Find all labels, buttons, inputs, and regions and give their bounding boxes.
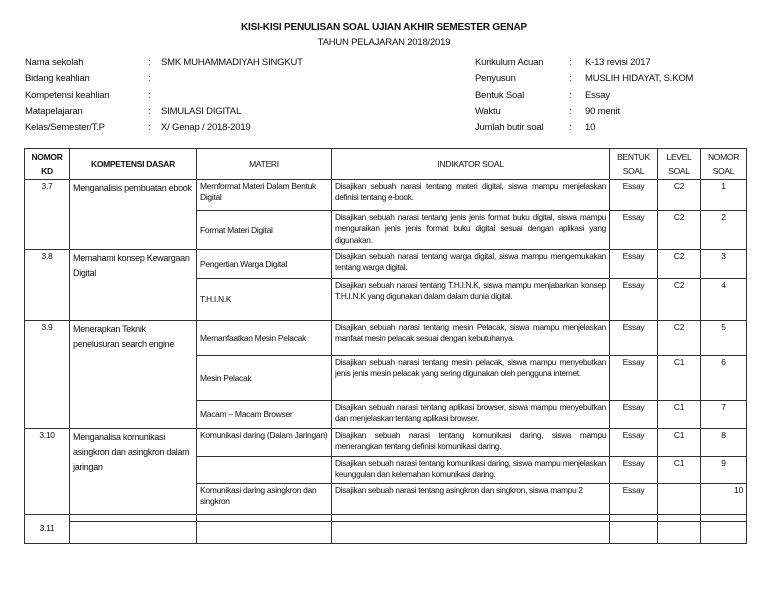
kompetensi-text-empty [70,515,197,522]
header-materi: MATERI [197,149,332,180]
info-colon: : [569,89,572,101]
kd-number: 3.8 [25,250,70,321]
info-value: SIMULASI DIGITAL [161,105,242,117]
info-label: Kompetensi keahlian [25,89,110,101]
kd-number: 3.10 [25,429,70,515]
info-row-competency [25,88,455,104]
indikator-text: Disajikan sebuah narasi tentang komunikasi daring, siswa mampu menerangkan tentang definisi komunikasi daring. [332,429,610,457]
info-value: Essay [585,89,610,101]
info-row-curriculum [475,55,755,71]
exam-info-block [475,55,755,136]
materi-text: T.H.I.N.K [197,279,332,321]
info-row-class [25,120,455,136]
materi-text: Komunikasi daring (Dalam Jaringan) [197,429,332,457]
indikator-text: Disajikan sebuah narasi tentang aplikasi browser, siswa mampu menyebutkan dan menjelaskan tentang aplikasi browser. [332,401,610,429]
header-nomor-soal: NOMOR SOAL [701,149,747,180]
document-title: KISI-KISI PENULISAN SOAL UJIAN AKHIR SEMESTER GENAP [241,22,527,33]
info-label: Matapelajaran [25,105,83,117]
indikator-text: Disajikan sebuah narasi tentang warga digital, siswa mampu mengemukakan tentang warga digital. [332,250,610,279]
nomor-soal-value: 2 [701,211,747,250]
info-row-subject [25,104,455,120]
kd-number: 3.11 [25,522,70,544]
materi-text: Memformat Materi Dalam Bentuk Digital [197,180,332,211]
table-row [25,429,747,457]
info-value: X/ Genap / 2018-2019 [161,122,251,134]
level-soal-value: C2 [658,250,701,279]
kompetensi-text: Memahami konsep Kewargaan Digital [70,250,197,321]
school-info-block [25,55,455,136]
info-row-field [25,71,455,87]
table-row [25,515,747,522]
level-soal-value: C2 [658,211,701,250]
info-value: 90 menit [585,105,620,117]
info-label: Nama sekolah [25,57,84,68]
bentuk-soal-value [610,522,658,544]
materi-text: Mesin Pelacak [197,356,332,401]
header-kompetensi-dasar: KOMPETENSI DASAR [70,149,197,180]
nomor-soal-value [701,522,747,544]
info-colon: : [569,57,572,68]
indikator-text: Disajikan sebuah narasi tentang T.H.I.N.K, siswa mampu menjabarkan konsep T.H.I.N.K yang digunakan dalam dalam dunia digital. [332,279,610,321]
materi-text [197,522,332,544]
info-colon: : [148,73,151,85]
bentuk-soal-value: Essay [610,321,658,356]
kompetensi-text: Menganalisa komunikasi asingkron dan asingkron dalam jaringan [70,429,197,515]
info-label: Kelas/Semester/T.P [25,122,105,134]
materi-text: Macam – Macam Browser [197,401,332,429]
header-nomor-kd: NOMOR KD [25,149,70,180]
level-soal-value [658,484,701,515]
kd-number: 3.7 [25,180,70,250]
info-row-question-count [475,120,755,136]
nomor-soal-value: 7 [701,401,747,429]
table-row [25,250,747,279]
level-soal-value [658,522,701,544]
nomor-soal-value: 9 [701,457,747,484]
info-colon: : [569,73,572,85]
info-label: Waktu [475,105,501,117]
nomor-soal-empty [701,515,747,522]
info-row-time [475,104,755,120]
bentuk-soal-value: Essay [610,484,658,515]
document-subtitle: TAHUN PELAJARAN 2018/2019 [317,37,451,48]
indikator-text-empty [332,515,610,522]
table-header-row [25,149,747,180]
info-colon: : [148,122,151,134]
bentuk-soal-value: Essay [610,211,658,250]
info-value: SMK MUHAMMADIYAH SINGKUT [161,57,303,68]
materi-text: Pengertian Warga Digital [197,250,332,279]
info-colon: : [569,105,572,117]
bentuk-soal-value: Essay [610,457,658,484]
level-soal-value: C1 [658,457,701,484]
bentuk-soal-value: Essay [610,180,658,211]
indikator-text: Disajikan sebuah narasi tentang mesin pelacak, siswa mampu menyebutkan jenis jenis mesin pelacak yang sering digunakan oleh pengguna internet. [332,356,610,401]
info-label: Bidang keahlian [25,73,90,85]
info-colon: : [148,57,151,68]
info-label: Jumlah butir soal [475,122,544,134]
header-bentuk-soal: BENTUK SOAL [610,149,658,180]
info-row-author [475,71,755,87]
level-soal-value: C1 [658,429,701,457]
kd-number-empty [25,515,70,522]
bentuk-soal-value: Essay [610,356,658,401]
info-label: Kurikulum Acuan [475,57,544,68]
info-row-school [25,55,455,71]
info-label: Penyusun [475,73,516,85]
materi-text-empty [197,515,332,522]
nomor-soal-value: 10 [701,484,747,515]
level-soal-value: C1 [658,356,701,401]
nomor-soal-value: 1 [701,180,747,211]
info-label: Bentuk Soal [475,89,525,101]
nomor-soal-value: 8 [701,429,747,457]
materi-text [197,457,332,484]
kd-number: 3.9 [25,321,70,429]
bentuk-soal-value: Essay [610,429,658,457]
materi-text: Komunikasi daring asingkron dan singkron [197,484,332,515]
info-colon: : [148,105,151,117]
indikator-text: Disajikan sebuah narasi tentang asingkron dan singkron, siswa mampu 2 [332,484,610,515]
table-row [25,180,747,211]
bentuk-soal-value: Essay [610,250,658,279]
table-row [25,321,747,356]
level-soal-value: C1 [658,401,701,429]
info-value: K-13 revisi 2017 [585,57,651,68]
kompetensi-text [70,522,197,544]
indikator-text: Disajikan sebuah narasi tentang jenis jenis format buku digital, siswa mampu menguraikan jenis jenis format buku digital sesuai dengan aplikasi yang digunakan. [332,211,610,250]
info-value: MUSLIH HIDAYAT, S.KOM [585,73,694,85]
info-row-question-type [475,88,755,104]
bentuk-soal-value: Essay [610,279,658,321]
header-level-soal: LEVEL SOAL [658,149,701,180]
indikator-text [332,522,610,544]
kompetensi-text: Menerapkan Teknik penelusuran search engine [70,321,197,429]
bentuk-soal-empty [610,515,658,522]
level-soal-value: C2 [658,321,701,356]
nomor-soal-value: 3 [701,250,747,279]
info-colon: : [569,122,572,134]
materi-text: Format Materi Digital [197,211,332,250]
info-value: 10 [585,122,596,134]
level-soal-value: C2 [658,279,701,321]
bentuk-soal-value: Essay [610,401,658,429]
nomor-soal-value: 5 [701,321,747,356]
nomor-soal-value: 4 [701,279,747,321]
indikator-text: Disajikan sebuah narasi tentang mesin Pelacak, siswa mampu menjelaskan manfaat mesin pelacak sesuai dengan kebutuhanya. [332,321,610,356]
materi-text: Memanfaatkan Mesin Pelacak [197,321,332,356]
question-grid-table [24,148,747,544]
table-row [25,522,747,544]
level-soal-value: C2 [658,180,701,211]
indikator-text: Disajikan sebuah narasi tentang komunikasi daring, siswa mampu menjelaskan keunggulan dan kelemahan komunikasi daring. [332,457,610,484]
info-colon: : [148,89,151,101]
kompetensi-text: Menganalisis pembuatan ebook [70,180,197,250]
nomor-soal-value: 6 [701,356,747,401]
indikator-text: Disajikan sebuah narasi tentang materi digital, siswa mampu menjelaskan definisi tentang e-book. [332,180,610,211]
level-soal-empty [658,515,701,522]
header-indikator-soal: INDIKATOR SOAL [332,149,610,180]
